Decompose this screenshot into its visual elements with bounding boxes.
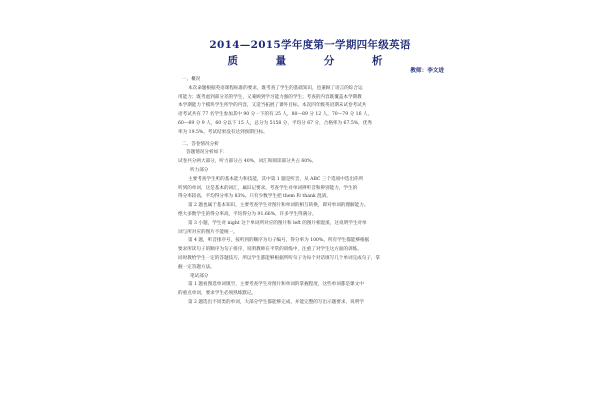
text-line: 第 4 题，听音排序号，按听到的顺序为句子编号，得分率为 100%。所有学生都能够根据 bbox=[188, 238, 370, 244]
document-subtitle: 质 量 分 析 bbox=[227, 55, 393, 67]
text-line: 本学期能力个模块学生所学的内容，又适当拓展了课外目标。本次四年级英语期末试卷考试共 bbox=[178, 103, 367, 109]
text-line: 听力部分 bbox=[190, 167, 209, 173]
text-line: 试卷共分两大部分，听力部分占 40%，词汇和阅读部分共占 60%。 bbox=[178, 159, 317, 165]
text-line: 答题情况分析如下： bbox=[186, 150, 228, 156]
text-line: 用能力；既考虑到部分差的学生，又兼顾到学习能力强的学生；考查的内容既覆盖本学期教 bbox=[178, 94, 362, 100]
text-line: 绝大多数学生的得分率高，平均得分为 91.66%，许多学生得满分。 bbox=[178, 211, 317, 217]
text-line: 二、答卷情况分析 bbox=[182, 141, 219, 147]
document-body bbox=[178, 76, 446, 308]
text-line: 听到的单词，这是基本的词汇，属识记要求。考查学生对单词辨听音和辨别能力，学生的 bbox=[178, 185, 358, 191]
text-line: 一、概况 bbox=[182, 77, 201, 82]
text-line: 握一定答题方法。 bbox=[178, 264, 215, 270]
text-line: 语考试共有 77 名学生参加其中 90 分一下的有 25 人，80—89 分 12 人，70—79 分 16 人， bbox=[178, 112, 373, 118]
text-line: 笔试部分 bbox=[190, 273, 209, 279]
text-line: 本次命题根据英语课程标准的要求，既考查了学生的基础知识，也兼顾了语言的综合运 bbox=[188, 85, 363, 91]
text-line: 率为 19.5%。考试结果没有达到预期目标。 bbox=[178, 129, 268, 135]
document-page bbox=[160, 30, 460, 400]
author-line: 教师：李文进 bbox=[410, 68, 444, 74]
text-line: 60—69 分 9 人，60 分以下 15 人，总分为 5158 分，平均分 67 分，合格率为 67.5%，优秀 bbox=[178, 120, 372, 126]
text-line: 要求所读句子的顺序为句子排序，说明教师在平常的训练中，注重了对学生这方面的训练。 bbox=[178, 247, 362, 253]
text-line: 第 1 题看图选单词填空，主要考查学生对图片和单词的掌握程度，这些单词都是课文中 bbox=[188, 282, 364, 288]
text-line: 得分率较高，平均得分率为 83%。只有少数学生把 them 和 thank 混淆。 bbox=[178, 194, 331, 200]
text-line: 第 2 题选出不同类的单词，大部分学生都能够完成，并能完整的写出示题要求，说明学 bbox=[188, 299, 364, 305]
text-line: 词与所对应的图片不能统一。 bbox=[178, 229, 238, 235]
text-line: 第 3 小题，学生对 night 这个单词所对应的图片和 left 的图片相混淆，这说明学生对单 bbox=[188, 220, 367, 226]
text-line: 第 2 题也属于基本知识，主要考查学生对图片和单词的相互转换，即对单词的理解能力。 bbox=[188, 203, 369, 209]
text-line: 同时教给学生一定的答题技巧，所以学生都能够根据所听句子为每个对话填写几个单词完成句子，掌 bbox=[178, 255, 381, 261]
text-line: 主要考查学生听的基本能力和技能，其中第 1 题是听音，从 ABC 三个选项中选出你所 bbox=[188, 176, 364, 182]
text-line: 的重点单词，要求学生必须熟练默记。 bbox=[178, 291, 257, 297]
document-title: 2014—2015学年度第一学期四年级英语 bbox=[209, 39, 411, 51]
